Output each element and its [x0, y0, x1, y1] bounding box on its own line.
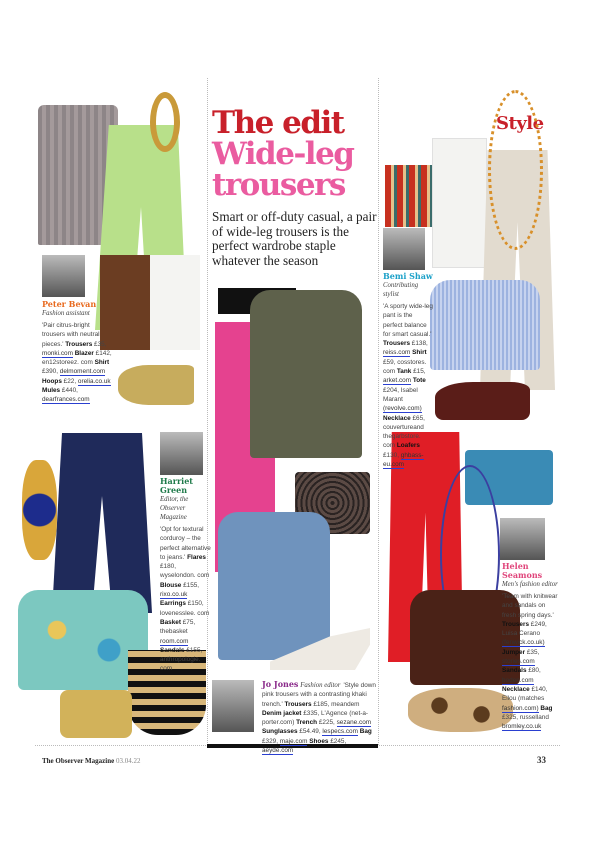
- footer-masthead: [42, 757, 140, 765]
- item-label: Basket: [160, 618, 181, 626]
- credit-text: £225,: [317, 719, 337, 727]
- contributor-name: Jo Jones: [262, 679, 299, 689]
- credit-text: £75, thebasket: [160, 618, 196, 636]
- headline-line2: Wide-leg: [212, 136, 354, 172]
- navy-corduroy-flares-image: [52, 433, 152, 613]
- loafers-image: [435, 382, 530, 420]
- credit-text: £180, wyselondon. com: [160, 563, 210, 580]
- credit-text: £249, Luisa Cerano: [502, 620, 547, 638]
- contributor-name: Harriet Green: [160, 476, 193, 495]
- credit-helen-seamons: [502, 562, 558, 731]
- item-label: Sunglasses: [262, 728, 298, 736]
- gold-mules-image: [118, 365, 194, 405]
- blue-shirt-image: [430, 280, 540, 370]
- contributor-name: Bemi Shaw: [383, 271, 433, 281]
- retailer-link[interactable]: orelia.co.uk: [77, 377, 111, 385]
- credit-text: £140, Ellou (matches: [502, 685, 548, 703]
- gold-sandals-image: [60, 690, 132, 738]
- khaki-trench-image: [250, 290, 362, 458]
- item-label: Sandals: [502, 667, 527, 675]
- item-label: Earrings: [160, 600, 186, 608]
- bemi-shaw-portrait: [383, 228, 425, 270]
- retailer-link[interactable]: sezane.com: [336, 719, 372, 727]
- credit-text: £35,: [92, 340, 107, 348]
- gold-hoops-image: [150, 92, 180, 152]
- retailer-link[interactable]: arket.com: [383, 377, 412, 385]
- peter-bevan-portrait: [42, 255, 85, 297]
- credit-text: 'A sporty wide-leg pant is the perfect balance for smart casual.': [383, 303, 433, 338]
- item-label: Trench: [296, 719, 318, 727]
- credit-text: £138,: [410, 340, 428, 348]
- headline-line3: trousers: [212, 167, 345, 203]
- credit-harriet-green: [160, 477, 212, 674]
- blue-gold-earrings-image: [22, 460, 57, 560]
- item-label: Mules: [42, 387, 61, 395]
- item-label: Hoops: [42, 377, 62, 385]
- item-label: Sandals: [160, 646, 185, 654]
- retailer-link[interactable]: aeyde.com: [262, 747, 294, 755]
- credit-text: £142, en12storeez. com: [42, 349, 112, 367]
- contributor-role: Men's fashion editor: [502, 581, 558, 588]
- headline: [212, 105, 377, 203]
- retailer-link[interactable]: lespecs.com: [322, 728, 358, 736]
- issue-date: 03.04.22: [115, 757, 141, 765]
- item-label: Loafers: [396, 442, 420, 450]
- item-label: Tote: [412, 377, 426, 385]
- item-label: Necklace: [383, 414, 411, 422]
- credit-text: £245,: [328, 737, 347, 745]
- item-label: Bag: [540, 704, 553, 712]
- retailer-link[interactable]: bromley.co.uk: [502, 723, 542, 731]
- item-label: Trousers: [502, 620, 529, 628]
- retailer-link[interactable]: rixo.co.uk: [160, 591, 188, 599]
- column-divider: [378, 78, 379, 745]
- credit-text: £22,: [61, 377, 78, 385]
- magazine-name: The Observer Magazine: [42, 757, 115, 765]
- credit-text: £204, Isabel Marant: [383, 386, 418, 403]
- credit-text: £185, meandem: [311, 700, 360, 708]
- item-label: Shirt: [94, 359, 110, 367]
- item-label: Tank: [396, 368, 412, 376]
- contributor-name: Helen Seamons: [502, 561, 543, 580]
- contributor-role: Editor, the Observer Magazine: [160, 496, 189, 521]
- credit-text: £155,: [181, 581, 200, 589]
- credit-jo-jones: [262, 680, 378, 755]
- retailer-link[interactable]: (fenwick.co.uk): [502, 639, 545, 647]
- credit-text: £65, couvertureand thegarbstore. com: [383, 414, 425, 450]
- item-label: Trousers: [383, 340, 410, 348]
- contributor-role: Fashion editor: [300, 682, 341, 689]
- item-label: Flares: [187, 553, 206, 561]
- bead-necklace-image: [488, 90, 543, 250]
- contributor-role: Contributing stylist: [383, 282, 419, 298]
- brown-white-shirt-image: [100, 255, 200, 350]
- retailer-link[interactable]: ghbass-eu.com: [383, 451, 424, 469]
- credit-text: £130,: [383, 451, 401, 459]
- page-number: 33: [537, 755, 546, 765]
- retailer-link[interactable]: delmoment.com: [59, 368, 106, 376]
- credit-text: £80,: [526, 667, 541, 675]
- credit-text: 'Opt for textural corduroy – the perfect alternative to jeans.': [160, 526, 211, 561]
- retailer-link[interactable]: boden.com: [502, 676, 534, 684]
- contributor-role: Fashion assistant: [42, 310, 90, 317]
- credit-text: £150, lovenesslee. com: [160, 600, 210, 617]
- retailer-link[interactable]: fashion.com): [502, 704, 539, 712]
- credit-text: £15,: [411, 368, 426, 376]
- retailer-link[interactable]: stories.com: [502, 658, 535, 666]
- credit-text: £440,: [60, 387, 78, 395]
- credit-bemi-shaw: [383, 272, 433, 469]
- item-label: Shoes: [309, 737, 329, 745]
- credit-text: 'Style down pink trousers with a contrasting khaki trench.': [262, 682, 376, 708]
- headline-line1: The edit: [212, 105, 344, 141]
- standfirst: Smart or off-duty casual, a pair of wide-leg trousers is the perfect wardrobe staple whatever the season: [212, 209, 377, 268]
- harriet-green-portrait: [160, 432, 203, 475]
- white-tank-image: [432, 138, 487, 268]
- denim-jacket-image: [218, 512, 330, 660]
- item-label: Trousers: [284, 700, 312, 708]
- credit-text: 'Pair citrus-bright trousers with neutral pieces.': [42, 322, 100, 348]
- item-label: Trousers: [65, 340, 93, 348]
- credit-text: 'Team with knitwear and sandals on fresh spring days.': [502, 593, 558, 619]
- jo-jones-portrait: [212, 680, 254, 732]
- contributor-name: Peter Bevan: [42, 299, 97, 309]
- retailer-link[interactable]: room.com: [160, 637, 189, 645]
- item-label: Bag: [359, 728, 372, 736]
- item-label: Jumper: [502, 648, 526, 656]
- item-label: Blazer: [74, 349, 94, 357]
- section-tag: Style: [496, 113, 544, 134]
- retailer-link[interactable]: monki.com: [42, 349, 73, 357]
- helen-seamons-portrait: [500, 518, 545, 560]
- retailer-link[interactable]: (revolve.com): [383, 405, 422, 413]
- credit-peter-bevan: [42, 300, 114, 405]
- credit-text: £335, L'Agence (net-a-porter.com): [262, 709, 369, 727]
- item-label: Denim jacket: [262, 709, 302, 717]
- item-label: Blouse: [160, 581, 182, 589]
- credit-text: £35,: [525, 648, 540, 656]
- item-label: Necklace: [502, 685, 530, 693]
- leopard-sandals-image: [408, 688, 513, 732]
- item-label: Shirt: [412, 349, 427, 357]
- credit-text: £54.49,: [297, 728, 323, 736]
- retailer-link[interactable]: reiss.com: [383, 349, 411, 357]
- credit-text: £329,: [262, 737, 280, 745]
- retailer-link[interactable]: dearfrances.com: [42, 396, 90, 404]
- credit-text: £390,: [42, 368, 60, 376]
- credit-text: £155, anthropologie. com: [160, 646, 203, 673]
- credit-text: £325, russelland: [502, 713, 549, 721]
- credit-text: £59, cosstores. com: [383, 358, 427, 376]
- retailer-link[interactable]: maje.com: [279, 737, 308, 745]
